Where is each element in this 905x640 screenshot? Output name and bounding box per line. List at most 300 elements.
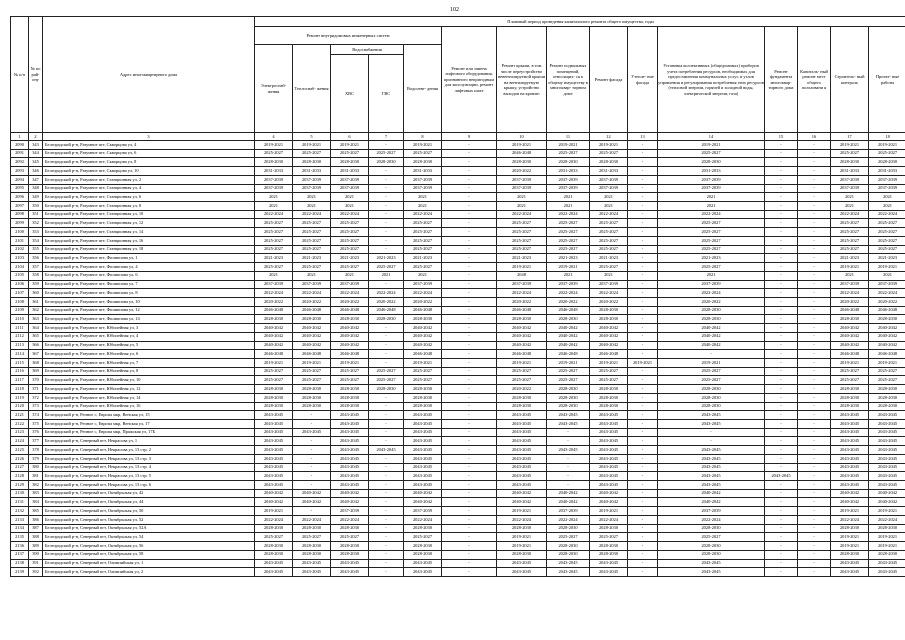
- table-cell: 345: [29, 158, 43, 167]
- table-cell: -: [293, 437, 331, 446]
- column-number: 13: [628, 133, 658, 141]
- address-cell: Белгородский р-н, Северный пгт, Октябрьская ул, 54: [43, 533, 255, 542]
- table-cell: 2019-2021: [331, 141, 369, 150]
- table-cell: -: [798, 515, 831, 524]
- table-cell: 354: [29, 236, 43, 245]
- address-cell: Белгородский р-н, Северный пгт, Октябрьская ул, 52: [43, 515, 255, 524]
- column-number: 1: [11, 133, 29, 141]
- table-cell: 2040-2042: [869, 341, 905, 350]
- table-cell: -: [442, 263, 497, 272]
- table-cell: 2043-2045: [497, 446, 547, 455]
- table-cell: -: [798, 550, 831, 559]
- table-cell: 359: [29, 280, 43, 289]
- table-row: [11, 489, 905, 498]
- table-row: [11, 524, 905, 533]
- table-cell: 2040-2042: [331, 324, 369, 333]
- table-cell: 2109: [11, 306, 29, 315]
- column-number: 11: [547, 133, 590, 141]
- table-cell: 2025-2027: [497, 367, 547, 376]
- table-cell: -: [765, 498, 798, 507]
- table-cell: 2025-2027: [255, 219, 293, 228]
- table-cell: -: [628, 332, 658, 341]
- table-cell: -: [628, 411, 658, 420]
- address-cell: Белгородский р-н, Разумное пгт, Юбилейная ул, 5: [43, 341, 255, 350]
- table-cell: -: [369, 411, 404, 420]
- address-cell: Белгородский р-н, Разумное пгт, Юбилейная ул, 7: [43, 358, 255, 367]
- table-cell: -: [798, 428, 831, 437]
- table-cell: -: [442, 332, 497, 341]
- table-cell: 2025-2027: [404, 367, 442, 376]
- table-cell: 2046-2048: [869, 306, 905, 315]
- table-cell: 2025-2027: [658, 263, 765, 272]
- table-cell: 2043-2045: [590, 454, 628, 463]
- table-cell: 2031-2033: [831, 167, 869, 176]
- table-cell: -: [798, 245, 831, 254]
- table-cell: -: [798, 411, 831, 420]
- table-cell: 2028-2030: [404, 542, 442, 551]
- table-cell: 2019-2021: [331, 358, 369, 367]
- table-cell: -: [628, 542, 658, 551]
- table-cell: 2046-2048: [331, 306, 369, 315]
- table-cell: 2028-2030: [869, 524, 905, 533]
- table-cell: -: [765, 141, 798, 150]
- table-cell: 2019-2021: [547, 263, 590, 272]
- table-cell: 2025-2027: [331, 236, 369, 245]
- table-cell: 2040-2042: [590, 324, 628, 333]
- table-cell: -: [798, 393, 831, 402]
- table-cell: 2040-2042: [831, 489, 869, 498]
- table-cell: 2025-2027: [497, 236, 547, 245]
- table-cell: 2107: [11, 289, 29, 298]
- table-cell: 2025-2027: [255, 236, 293, 245]
- table-cell: -: [442, 358, 497, 367]
- table-cell: 2037-2039: [497, 184, 547, 193]
- table-cell: -: [547, 481, 590, 490]
- table-cell: 370: [29, 376, 43, 385]
- table-cell: 2043-2045: [404, 411, 442, 420]
- table-cell: 2021: [255, 193, 293, 202]
- table-cell: 392: [29, 568, 43, 577]
- table-cell: 2117: [11, 376, 29, 385]
- table-cell: 386: [29, 515, 43, 524]
- table-cell: 2025-2027: [831, 376, 869, 385]
- table-cell: 2040-2042: [547, 489, 590, 498]
- table-cell: 2040-2042: [404, 324, 442, 333]
- table-cell: -: [765, 393, 798, 402]
- table-cell: 2126: [11, 454, 29, 463]
- table-cell: 2025-2027: [331, 245, 369, 254]
- table-cell: 2028-2030: [497, 524, 547, 533]
- table-cell: 2043-2045: [547, 446, 590, 455]
- table-cell: 2028-2030: [869, 550, 905, 559]
- table-cell: -: [628, 507, 658, 516]
- table-cell: 2025-2027: [255, 263, 293, 272]
- table-row: [11, 472, 905, 481]
- table-cell: 2021: [831, 271, 869, 280]
- table-cell: 2028-2030: [658, 315, 765, 324]
- table-cell: -: [442, 254, 497, 263]
- table-cell: -: [798, 324, 831, 333]
- table-cell: 2116: [11, 367, 29, 376]
- table-cell: 2025-2027: [547, 245, 590, 254]
- table-cell: 2043-2045: [497, 411, 547, 420]
- table-cell: -: [798, 280, 831, 289]
- table-cell: 2040-2042: [497, 324, 547, 333]
- table-cell: -: [442, 481, 497, 490]
- table-cell: -: [547, 428, 590, 437]
- table-cell: 2120: [11, 402, 29, 411]
- table-cell: 2022-2024: [658, 515, 765, 524]
- table-cell: 2040-2042: [255, 341, 293, 350]
- table-cell: 2025-2027: [547, 149, 590, 158]
- table-cell: 2106: [11, 280, 29, 289]
- table-cell: 2043-2045: [869, 428, 905, 437]
- table-row: [11, 428, 905, 437]
- table-cell: -: [798, 158, 831, 167]
- table-cell: 390: [29, 550, 43, 559]
- table-cell: -: [765, 228, 798, 237]
- table-cell: 2037-2039: [831, 184, 869, 193]
- table-cell: 2043-2045: [497, 463, 547, 472]
- table-cell: -: [628, 489, 658, 498]
- column-number: 3: [43, 133, 255, 141]
- table-cell: 2043-2045: [331, 559, 369, 568]
- table-cell: 2021: [869, 193, 905, 202]
- table-cell: 2113: [11, 341, 29, 350]
- table-cell: 2019-2021: [497, 533, 547, 542]
- table-cell: 2129: [11, 481, 29, 490]
- table-cell: -: [628, 306, 658, 315]
- table-cell: 2028-2030: [658, 393, 765, 402]
- table-cell: 2043-2045: [331, 472, 369, 481]
- table-cell: 2043-2045: [658, 454, 765, 463]
- table-cell: -: [442, 437, 497, 446]
- table-cell: 2022-2024: [590, 210, 628, 219]
- table-cell: 2043-2045: [293, 428, 331, 437]
- table-cell: -: [369, 210, 404, 219]
- table-row: [11, 559, 905, 568]
- table-cell: 2028-2030: [293, 385, 331, 394]
- address-cell: Белгородский р-н, Разумное пгт, Станционная ул, 14: [43, 228, 255, 237]
- table-cell: 2020-2022: [547, 297, 590, 306]
- address-cell: Белгородский р-н, Разумное пгт, Филиппова ул, 6: [43, 271, 255, 280]
- table-cell: 2022-2024: [293, 515, 331, 524]
- table-cell: 2124: [11, 437, 29, 446]
- repair-schedule-table: [10, 16, 905, 577]
- table-body: [11, 141, 905, 577]
- table-cell: 2031-2033: [293, 167, 331, 176]
- table-cell: 2043-2045: [404, 437, 442, 446]
- table-cell: 2037-2039: [255, 184, 293, 193]
- table-cell: -: [798, 184, 831, 193]
- table-cell: -: [765, 263, 798, 272]
- table-cell: 2037-2039: [331, 280, 369, 289]
- table-cell: 2025-2027: [590, 367, 628, 376]
- table-row: [11, 550, 905, 559]
- table-cell: 2021: [331, 202, 369, 211]
- table-cell: 2046-2048: [869, 350, 905, 359]
- table-cell: 2019-2021: [869, 263, 905, 272]
- table-cell: 389: [29, 542, 43, 551]
- table-cell: 2028-2030: [831, 393, 869, 402]
- table-cell: -: [442, 446, 497, 455]
- table-cell: -: [628, 350, 658, 359]
- table-row: [11, 306, 905, 315]
- address-cell: Белгородский р-н, Разумное пгт, Юбилейная ул, 16: [43, 402, 255, 411]
- table-cell: -: [442, 228, 497, 237]
- table-cell: 2028-2030: [404, 550, 442, 559]
- table-cell: 2043-2045: [497, 420, 547, 429]
- table-cell: 361: [29, 297, 43, 306]
- table-cell: -: [798, 524, 831, 533]
- table-cell: -: [798, 271, 831, 280]
- table-cell: 2040-2042: [831, 324, 869, 333]
- table-cell: 2025-2027: [590, 236, 628, 245]
- col-capital: Капиталь- ный ремонт мест общего пользовани я: [798, 27, 831, 133]
- table-cell: -: [442, 402, 497, 411]
- table-cell: 2043-2045: [658, 559, 765, 568]
- table-cell: 2019-2021: [293, 141, 331, 150]
- table-cell: 2043-2045: [547, 411, 590, 420]
- table-cell: 2022-2024: [658, 289, 765, 298]
- table-cell: 2028-2030: [590, 393, 628, 402]
- table-cell: -: [442, 515, 497, 524]
- table-cell: 2040-2042: [590, 498, 628, 507]
- table-cell: -: [628, 280, 658, 289]
- table-cell: 2046-2048: [369, 306, 404, 315]
- table-cell: -: [442, 245, 497, 254]
- table-row: [11, 210, 905, 219]
- table-cell: 2022-2024: [497, 210, 547, 219]
- table-cell: 344: [29, 149, 43, 158]
- table-cell: 2028-2030: [293, 542, 331, 551]
- col-basement: Ремонт подвальных помещений, относящих- ся к общему имуществу в многоквар- тирном доме: [547, 27, 590, 133]
- table-row: [11, 507, 905, 516]
- table-cell: 2025-2027: [255, 533, 293, 542]
- table-cell: 2025-2027: [293, 263, 331, 272]
- table-row: [11, 263, 905, 272]
- table-cell: 2133: [11, 515, 29, 524]
- table-cell: 2101: [11, 236, 29, 245]
- table-cell: -: [442, 376, 497, 385]
- table-cell: 2028-2030: [497, 550, 547, 559]
- table-cell: 2092: [11, 158, 29, 167]
- table-cell: 2022-2024: [831, 515, 869, 524]
- table-cell: 2021: [658, 271, 765, 280]
- table-cell: -: [442, 498, 497, 507]
- table-cell: 2022-2024: [869, 515, 905, 524]
- table-cell: 2043-2045: [497, 437, 547, 446]
- table-cell: 2021: [255, 271, 293, 280]
- table-cell: 2021-2023: [547, 254, 590, 263]
- table-cell: 2043-2045: [404, 454, 442, 463]
- table-cell: 2043-2045: [255, 559, 293, 568]
- table-cell: -: [442, 463, 497, 472]
- address-cell: Белгородский р-н, Разумное пгт, Скворцова ул, 4: [43, 141, 255, 150]
- table-row: [11, 289, 905, 298]
- table-cell: 2028-2030: [331, 315, 369, 324]
- table-cell: 2021: [547, 202, 590, 211]
- table-cell: 2046-2048: [497, 306, 547, 315]
- address-cell: Белгородский р-н, Северный пгт, Некрасова ул, 13 стр. 4: [43, 463, 255, 472]
- table-cell: 2028-2030: [547, 542, 590, 551]
- table-cell: -: [369, 402, 404, 411]
- table-cell: 2043-2045: [869, 411, 905, 420]
- table-cell: 2019-2021: [255, 141, 293, 150]
- table-cell: 2025-2027: [255, 376, 293, 385]
- table-row: [11, 245, 905, 254]
- table-cell: -: [628, 315, 658, 324]
- table-cell: 2028-2030: [547, 402, 590, 411]
- table-cell: 2043-2045: [404, 481, 442, 490]
- table-cell: 2028-2030: [331, 524, 369, 533]
- table-cell: -: [369, 228, 404, 237]
- table-cell: 2046-2048: [831, 350, 869, 359]
- table-cell: -: [765, 437, 798, 446]
- table-cell: -: [293, 446, 331, 455]
- table-cell: 2028-2030: [658, 542, 765, 551]
- table-cell: 2019-2021: [590, 358, 628, 367]
- table-cell: -: [293, 463, 331, 472]
- table-cell: -: [765, 193, 798, 202]
- table-cell: -: [765, 315, 798, 324]
- table-cell: -: [628, 202, 658, 211]
- table-cell: 2043-2045: [547, 559, 590, 568]
- table-cell: 2025-2027: [404, 533, 442, 542]
- table-cell: 375: [29, 420, 43, 429]
- table-cell: -: [369, 175, 404, 184]
- table-cell: -: [765, 289, 798, 298]
- table-cell: -: [628, 271, 658, 280]
- table-cell: 2025-2027: [497, 376, 547, 385]
- address-cell: Белгородский р-н, Разумное пгт, Скворцова ул, 8: [43, 158, 255, 167]
- column-number: 9: [442, 133, 497, 141]
- table-cell: -: [798, 559, 831, 568]
- column-number: 8: [404, 133, 442, 141]
- table-cell: 2043-2045: [404, 559, 442, 568]
- table-cell: 2019-2021: [404, 358, 442, 367]
- table-cell: 2043-2045: [658, 411, 765, 420]
- table-cell: 2019-2021: [497, 542, 547, 551]
- table-cell: 2019-2021: [869, 141, 905, 150]
- table-cell: 2043-2045: [590, 559, 628, 568]
- table-row: [11, 297, 905, 306]
- table-cell: -: [628, 559, 658, 568]
- table-cell: 2110: [11, 315, 29, 324]
- table-cell: 2043-2045: [331, 446, 369, 455]
- table-row: [11, 315, 905, 324]
- table-cell: 2025-2027: [331, 228, 369, 237]
- table-cell: -: [442, 341, 497, 350]
- column-number: 7: [369, 133, 404, 141]
- table-cell: 2043-2045: [547, 568, 590, 577]
- table-cell: -: [765, 542, 798, 551]
- table-cell: 2028-2030: [831, 402, 869, 411]
- table-cell: 2025-2027: [331, 263, 369, 272]
- table-cell: -: [798, 385, 831, 394]
- table-cell: 2028-2030: [255, 524, 293, 533]
- table-cell: 2043-2045: [869, 568, 905, 577]
- address-cell: Белгородский р-н, Северный пгт, Некрасова ул, 13 стр. 6: [43, 481, 255, 490]
- table-cell: 2031-2033: [869, 167, 905, 176]
- table-cell: -: [628, 420, 658, 429]
- col-drain: Водоотве- дения: [404, 45, 442, 133]
- table-cell: 2022-2024: [404, 210, 442, 219]
- col-lift: Ремонт или замена лифтового оборудования, признанного непригодным для эксплуатации, ремонт лифтовых шахт: [442, 27, 497, 133]
- table-cell: 362: [29, 306, 43, 315]
- table-cell: 2040-2042: [331, 498, 369, 507]
- table-cell: 356: [29, 254, 43, 263]
- column-number: 4: [255, 133, 293, 141]
- table-row: [11, 393, 905, 402]
- table-cell: -: [628, 481, 658, 490]
- table-row: [11, 542, 905, 551]
- table-cell: 2028-2030: [497, 158, 547, 167]
- table-cell: -: [765, 507, 798, 516]
- table-cell: -: [442, 141, 497, 150]
- address-cell: Белгородский р-н, Северный пгт, Октябрьская ул, 42: [43, 489, 255, 498]
- table-cell: 2028-2030: [831, 385, 869, 394]
- table-cell: 2040-2042: [590, 332, 628, 341]
- table-cell: -: [442, 149, 497, 158]
- table-cell: 2043-2045: [590, 481, 628, 490]
- table-cell: 2043-2045: [831, 568, 869, 577]
- table-cell: -: [765, 568, 798, 577]
- table-cell: 2040-2042: [331, 489, 369, 498]
- table-cell: 2040-2042: [497, 332, 547, 341]
- table-cell: 2025-2027: [293, 533, 331, 542]
- table-cell: 2028-2030: [404, 158, 442, 167]
- table-cell: -: [369, 219, 404, 228]
- table-cell: 2043-2045: [331, 420, 369, 429]
- table-cell: 381: [29, 472, 43, 481]
- table-cell: 2043-2045: [590, 472, 628, 481]
- table-cell: 2025-2027: [497, 245, 547, 254]
- table-cell: -: [765, 350, 798, 359]
- table-cell: 2043-2045: [831, 446, 869, 455]
- table-cell: 2037-2039: [590, 280, 628, 289]
- table-cell: -: [628, 498, 658, 507]
- table-cell: 2022-2024: [869, 289, 905, 298]
- table-cell: 2046-2048: [547, 306, 590, 315]
- table-cell: 2021: [590, 193, 628, 202]
- table-cell: -: [369, 472, 404, 481]
- table-cell: -: [442, 507, 497, 516]
- table-cell: -: [442, 472, 497, 481]
- table-cell: 2022-2024: [331, 515, 369, 524]
- table-cell: 2025-2027: [331, 533, 369, 542]
- table-cell: 2043-2045: [404, 446, 442, 455]
- table-cell: 2094: [11, 175, 29, 184]
- table-cell: 2019-2021: [831, 533, 869, 542]
- table-cell: 2043-2045: [831, 420, 869, 429]
- table-cell: 2025-2027: [869, 228, 905, 237]
- table-cell: 2020-2022: [255, 297, 293, 306]
- table-cell: 371: [29, 385, 43, 394]
- table-cell: -: [765, 489, 798, 498]
- column-number: 14: [658, 133, 765, 141]
- address-cell: Белгородский р-н, Репное с, Европа мкр, Венская ул, 17: [43, 420, 255, 429]
- column-number: 18: [869, 133, 905, 141]
- table-cell: -: [628, 463, 658, 472]
- table-cell: 2132: [11, 507, 29, 516]
- table-cell: -: [798, 175, 831, 184]
- table-cell: 357: [29, 263, 43, 272]
- table-cell: 2025-2027: [590, 149, 628, 158]
- table-cell: 2028-2030: [293, 393, 331, 402]
- table-cell: -: [798, 446, 831, 455]
- table-cell: 2028-2030: [590, 385, 628, 394]
